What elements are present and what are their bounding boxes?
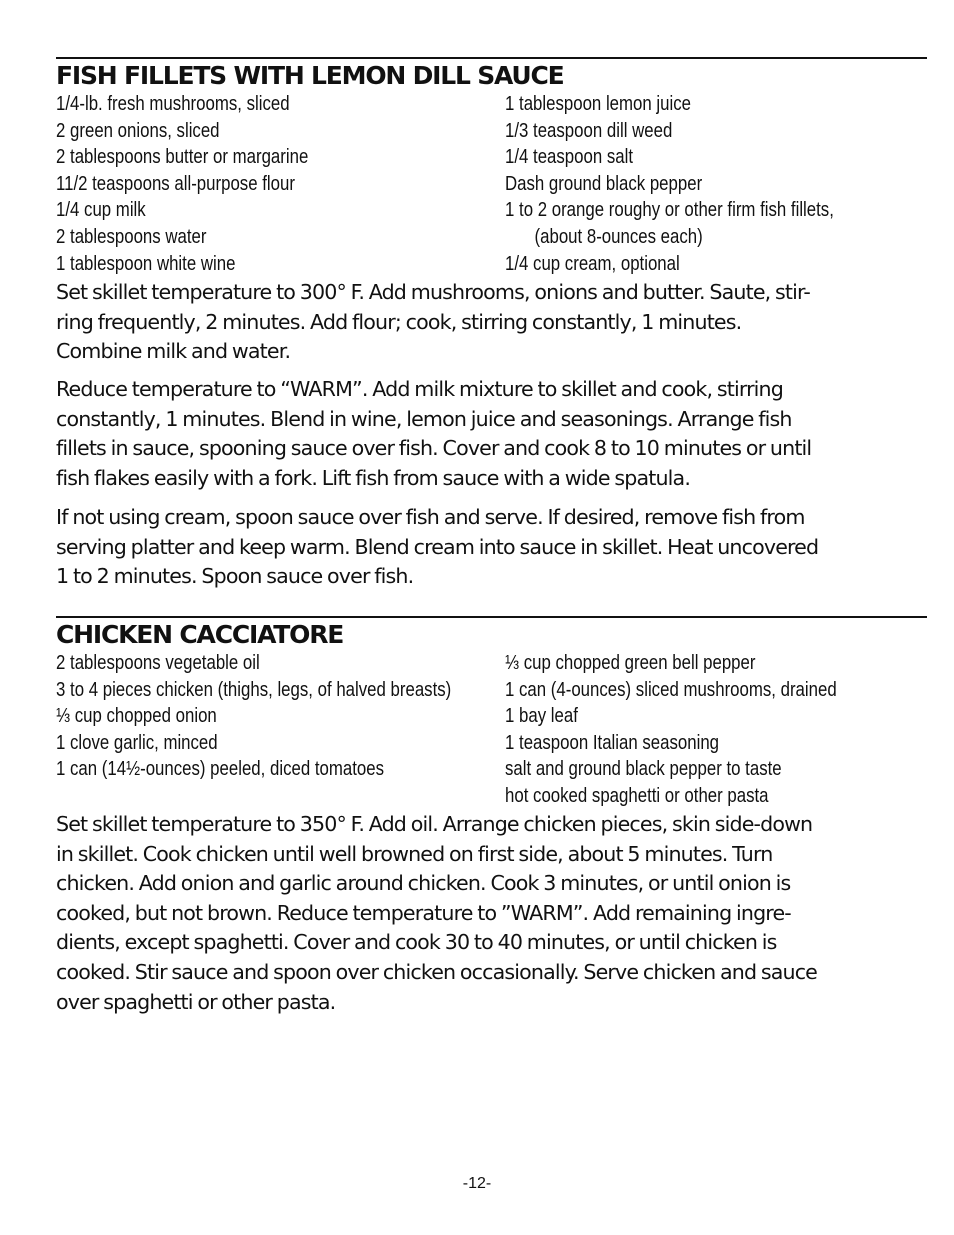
ingredient-item: 1/3 teaspoon dill weed <box>505 118 673 142</box>
paragraph-line: ring frequently, 2 minutes. Add flour; cook, stirring constantly, 1 minutes. <box>56 309 742 334</box>
ingredient-list-right-chicken <box>505 650 837 810</box>
paragraph-line: Set skillet temperature to 300° F. Add mushrooms, onions and butter. Saute, stir- <box>56 280 810 304</box>
paragraph-line: chicken. Add onion and garlic around chicken. Cook 3 minutes, or until onion is <box>56 871 791 896</box>
ingredient-item: 1 can (4-ounces) sliced mushrooms, drained <box>505 677 837 701</box>
ingredient-item: 2 green onions, sliced <box>56 118 220 142</box>
instruction-paragraph <box>56 810 936 1017</box>
ingredient-item: 1 clove garlic, minced <box>56 730 218 754</box>
section-divider-fish <box>56 57 927 59</box>
paragraph-line: over spaghetti or other pasta. <box>56 989 336 1014</box>
ingredient-item: 2 tablespoons butter or margarine <box>56 145 309 169</box>
ingredient-item: 1 can (14½-ounces) peeled, diced tomatoes <box>56 757 385 781</box>
ingredient-item: ⅓ cup chopped green bell pepper <box>505 651 756 674</box>
ingredient-list-left-fish <box>56 91 308 277</box>
ingredient-item: 1/4 cup cream, optional <box>505 251 680 275</box>
ingredient-item: 1 tablespoon white wine <box>56 251 236 275</box>
ingredient-item: salt and ground black pepper to taste <box>505 757 782 781</box>
paragraph-line: Reduce temperature to “WARM”. Add milk mixture to skillet and cook, stirring <box>56 377 783 401</box>
paragraph-line: in skillet. Cook chicken until well browned on first side, about 5 minutes. Turn <box>56 841 773 866</box>
ingredient-item: 1/4-lb. fresh mushrooms, sliced <box>56 92 290 115</box>
paragraph-line: constantly, 1 minutes. Blend in wine, lemon juice and seasonings. Arrange fish <box>56 406 792 431</box>
ingredient-list-right-fish <box>505 91 834 277</box>
recipe-title-chicken: CHICKEN CACCIATORE <box>56 620 344 649</box>
page-number: -12- <box>462 1175 492 1192</box>
paragraph-line: If not using cream, spoon sauce over fish and serve. If desired, remove fish from <box>56 505 805 529</box>
paragraph-line: 1 to 2 minutes. Spoon sauce over fish. <box>56 564 414 589</box>
ingredient-list-left-chicken <box>56 650 451 783</box>
ingredient-item: 1/4 teaspoon salt <box>505 145 634 169</box>
ingredient-item: 1/4 cup milk <box>56 198 146 222</box>
ingredient-item: 1 bay leaf <box>505 704 578 728</box>
ingredient-item: 3 to 4 pieces chicken (thighs, legs, of halved breasts) <box>56 677 452 701</box>
instruction-paragraph <box>56 375 936 493</box>
instruction-paragraph <box>56 503 936 592</box>
ingredient-item: ⅓ cup chopped onion <box>56 704 217 728</box>
ingredient-item: 2 tablespoons water <box>56 224 207 248</box>
instruction-paragraph <box>56 278 936 367</box>
paragraph-line: dients, except spaghetti. Cover and cook 30 to 40 minutes, or until chicken is <box>56 930 777 955</box>
ingredient-item: hot cooked spaghetti or other pasta <box>505 783 769 807</box>
ingredient-item: 1 teaspoon Italian seasoning <box>505 730 720 754</box>
ingredient-item: 11/2 teaspoons all-purpose flour <box>56 171 295 195</box>
ingredient-item: (about 8-ounces each) <box>534 224 703 248</box>
ingredient-item: 2 tablespoons vegetable oil <box>56 651 260 674</box>
ingredient-item: 1 tablespoon lemon juice <box>505 92 691 115</box>
paragraph-line: fillets in sauce, spooning sauce over fish. Cover and cook 8 to 10 minutes or until <box>56 436 812 461</box>
paragraph-line: cooked, but not brown. Reduce temperature to ”WARM”. Add remaining ingre- <box>56 900 791 925</box>
ingredient-item: Dash ground black pepper <box>505 171 703 195</box>
ingredient-item: 1 to 2 orange roughy or other firm fish fillets, <box>505 198 834 222</box>
paragraph-line: Set skillet temperature to 350° F. Add oil. Arrange chicken pieces, skin side-down <box>56 812 813 836</box>
recipe-title-fish: FISH FILLETS WITH LEMON DILL SAUCE <box>56 61 564 90</box>
paragraph-line: Combine milk and water. <box>56 339 291 364</box>
paragraph-line: fish flakes easily with a fork. Lift fish from sauce with a wide spatula. <box>56 465 691 490</box>
paragraph-line: serving platter and keep warm. Blend cream into sauce in skillet. Heat uncovered <box>56 534 819 559</box>
paragraph-line: cooked. Stir sauce and spoon over chicken occasionally. Serve chicken and sauce <box>56 959 818 984</box>
section-divider-chicken <box>56 616 927 618</box>
